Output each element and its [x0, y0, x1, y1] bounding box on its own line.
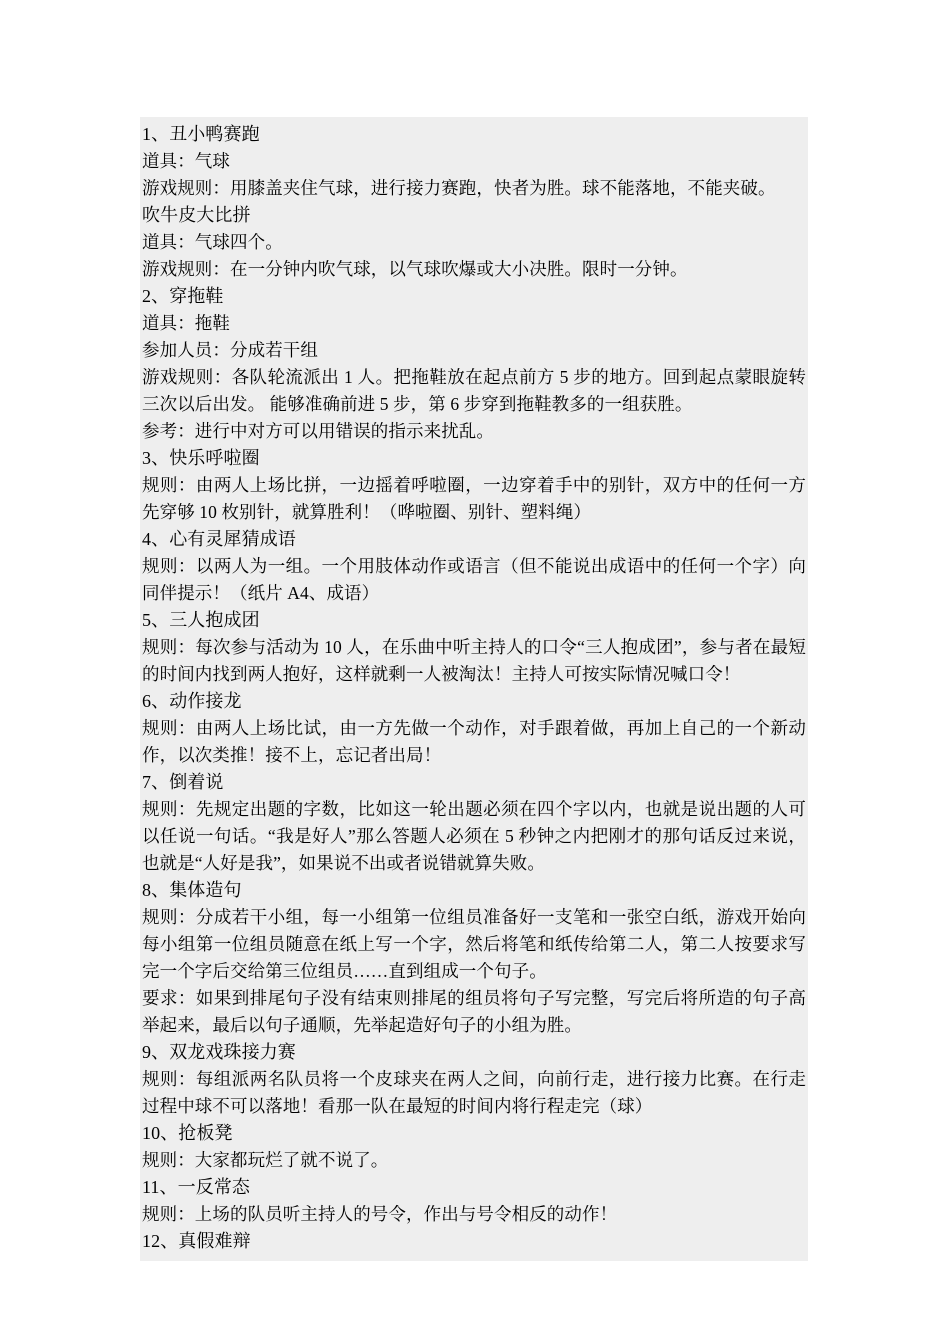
- game-heading: 8、集体造句: [142, 880, 242, 900]
- game-rule: 规则：上场的队员听主持人的号令，作出与号令相反的动作！: [142, 1204, 618, 1224]
- game-rule: 规则：先规定出题的字数，比如这一轮出题必须在四个字以内，也就是说出题的人可以任说一句话。“我是好人”那么答题人必须在 5 秒钟之内把刚才的那句话反过来说，也就是“人好是我”，如果说不出或者说错就算失败。: [142, 799, 806, 873]
- game-heading: 吹牛皮大比拼: [142, 205, 251, 225]
- game-rule: 游戏规则：各队轮流派出 1 人。把拖鞋放在起点前方 5 步的地方。回到起点蒙眼旋转三次以后出发。 能够准确前进 5 步，第 6 步穿到拖鞋教多的一组获胜。: [142, 367, 806, 414]
- game-heading: 10、抢板凳: [142, 1123, 233, 1143]
- game-rule: 规则：分成若干小组，每一小组第一位组员准备好一支笔和一张空白纸，游戏开始向每小组第一位组员随意在纸上写一个字，然后将笔和纸传给第二人，第二人按要求写完一个字后交给第三位组员……直到组成一个句子。: [142, 907, 806, 981]
- game-rule: 游戏规则：用膝盖夹住气球，进行接力赛跑，快者为胜。球不能落地，不能夹破。: [142, 178, 776, 198]
- game-heading: 7、倒着说: [142, 772, 224, 792]
- game-rule: 规则：由两人上场比试，由一方先做一个动作，对手跟着做，再加上自己的一个新动作，以次类推！接不上，忘记者出局！: [142, 718, 806, 765]
- game-requirement: 要求：如果到排尾句子没有结束则排尾的组员将句子写完整，写完后将所造的句子高举起来，最后以句子通顺，先举起造好句子的小组为胜。: [142, 988, 806, 1035]
- game-heading: 1、丑小鸭赛跑: [142, 124, 260, 144]
- game-heading: 2、穿拖鞋: [142, 286, 224, 306]
- game-rule: 游戏规则：在一分钟内吹气球，以气球吹爆或大小决胜。限时一分钟。: [142, 259, 688, 279]
- game-rule: 规则：大家都玩烂了就不说了。: [142, 1150, 389, 1170]
- game-participants: 参加人员：分成若干组: [142, 340, 318, 360]
- game-rule: 规则：由两人上场比拼，一边摇着呼啦圈，一边穿着手中的别针，双方中的任何一方先穿够 10 枚别针，就算胜利！（哗啦圈、别针、塑料绳）: [142, 475, 806, 522]
- game-heading: 5、三人抱成团: [142, 610, 260, 630]
- game-props: 道具：气球: [142, 151, 230, 171]
- game-props: 道具：拖鞋: [142, 313, 230, 333]
- game-note: 参考：进行中对方可以用错误的指示来扰乱。: [142, 421, 494, 441]
- game-heading: 3、快乐呼啦圈: [142, 448, 260, 468]
- game-heading: 6、动作接龙: [142, 691, 242, 711]
- game-rule: 规则：以两人为一组。一个用肢体动作或语言（但不能说出成语中的任何一个字）向同伴提示！（纸片 A4、成语）: [142, 556, 806, 603]
- game-props: 道具：气球四个。: [142, 232, 283, 252]
- game-heading: 9、双龙戏珠接力赛: [142, 1042, 296, 1062]
- game-heading: 4、心有灵犀猜成语: [142, 529, 296, 549]
- game-rule: 规则：每组派两名队员将一个皮球夹在两人之间，向前行走，进行接力比赛。在行走过程中球不可以落地！看那一队在最短的时间内将行程走完（球）: [142, 1069, 806, 1116]
- game-heading: 11、一反常态: [142, 1177, 251, 1197]
- game-rule: 规则：每次参与活动为 10 人，在乐曲中听主持人的口令“三人抱成团”，参与者在最短的时间内找到两人抱好，这样就剩一人被淘汰！主持人可按实际情况喊口令！: [142, 637, 806, 684]
- document-text-block: [140, 117, 808, 1261]
- game-heading: 12、真假难辩: [142, 1231, 251, 1251]
